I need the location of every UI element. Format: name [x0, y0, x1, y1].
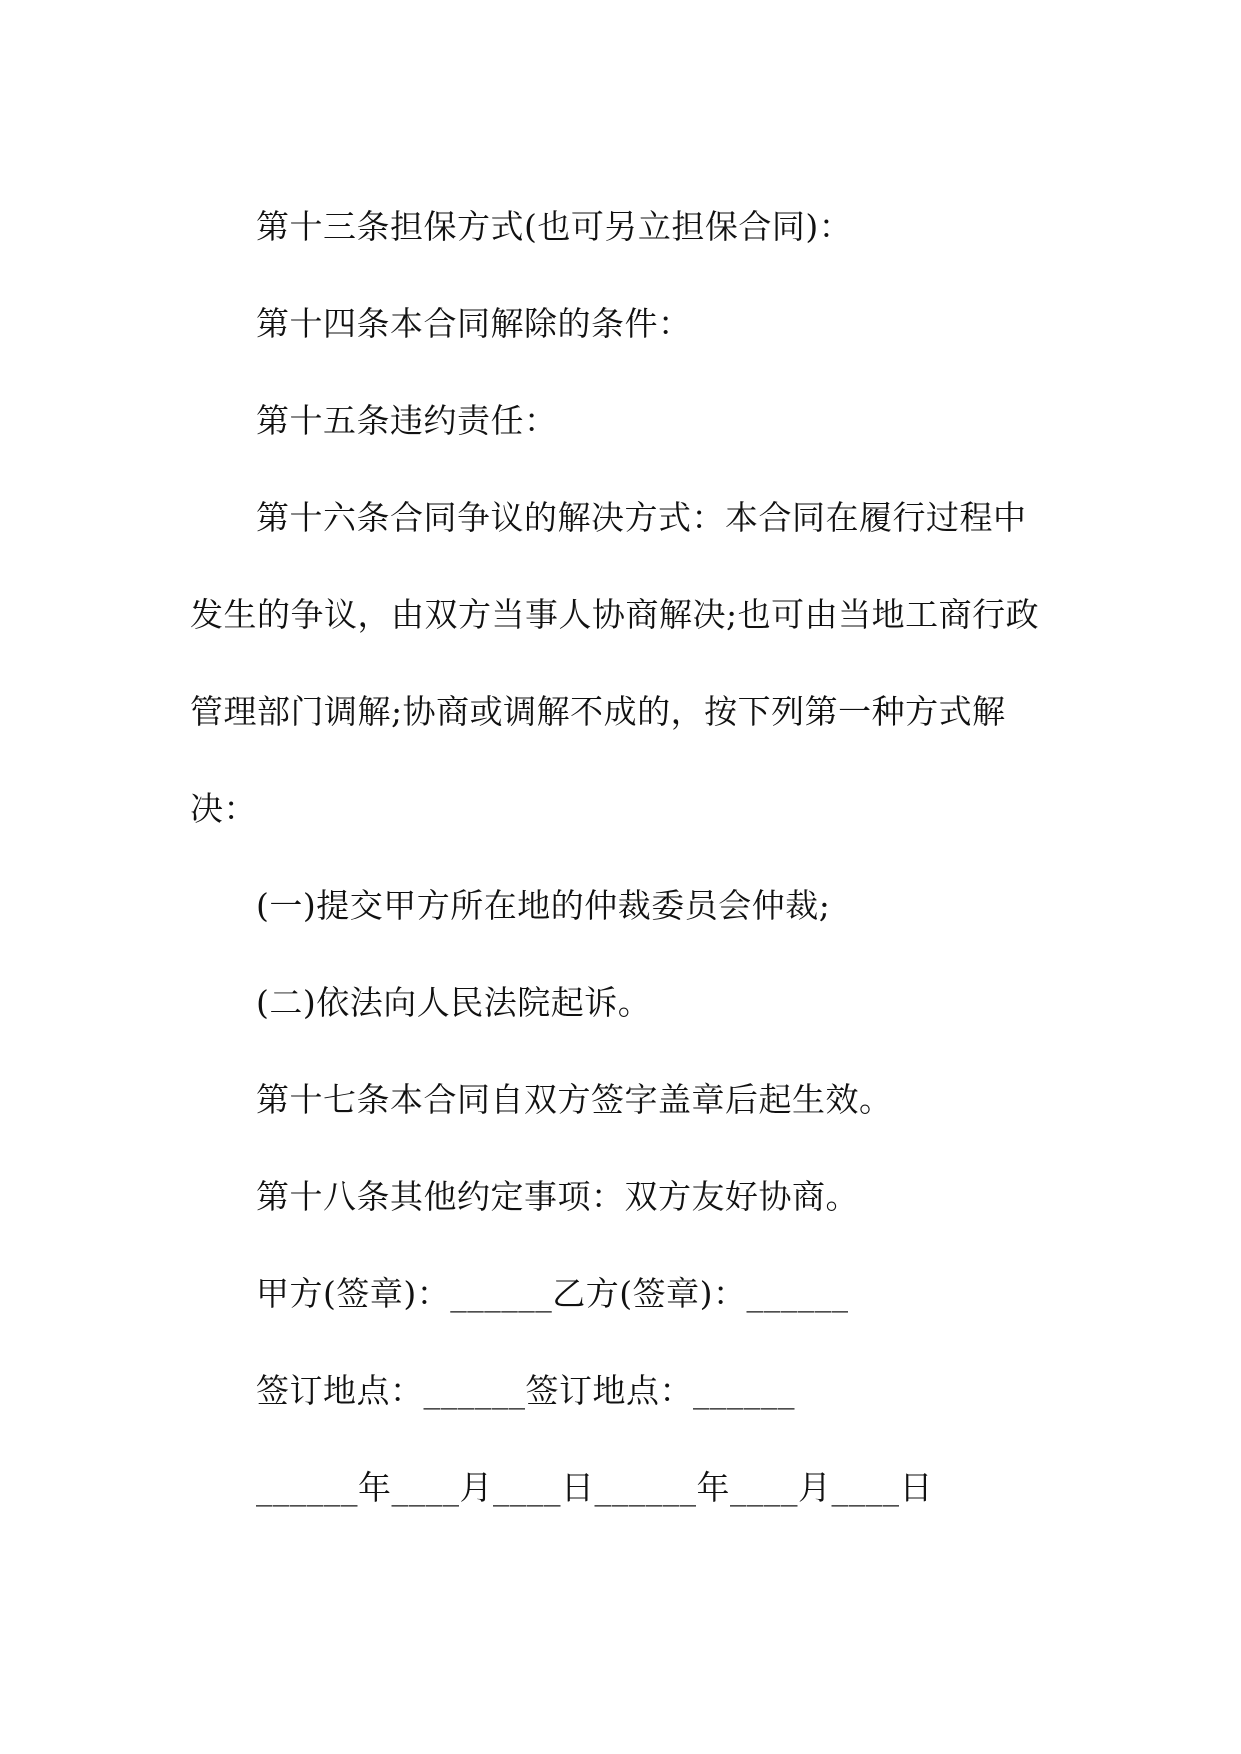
document-body — [190, 178, 1050, 1536]
article-16-line-3: 管理部门调解;协商或调解不成的，按下列第一种方式解 — [190, 692, 1006, 731]
signing-place-line: 签订地点：______签订地点：______ — [256, 1371, 795, 1410]
signing-date-line: ______年____月____日______年____月____日 — [256, 1468, 933, 1507]
article-16-line-2: 发生的争议，由双方当事人协商解决;也可由当地工商行政 — [190, 595, 1040, 634]
article-16-line-1: 第十六条合同争议的解决方式：本合同在履行过程中 — [256, 498, 1027, 537]
article-16-line-4: 决： — [190, 789, 257, 828]
dispute-option-1: (一)提交甲方所在地的仲裁委员会仲裁; — [256, 886, 831, 925]
signature-line: 甲方(签章)：______乙方(签章)：______ — [256, 1274, 849, 1313]
article-15: 第十五条违约责任： — [256, 401, 558, 440]
article-13: 第十三条担保方式(也可另立担保合同)： — [256, 207, 853, 246]
article-17: 第十七条本合同自双方签字盖章后起生效。 — [256, 1080, 893, 1119]
article-14: 第十四条本合同解除的条件： — [256, 304, 692, 343]
dispute-option-2: (二)依法向人民法院起诉。 — [256, 983, 652, 1022]
article-18: 第十八条其他约定事项：双方友好协商。 — [256, 1177, 859, 1216]
